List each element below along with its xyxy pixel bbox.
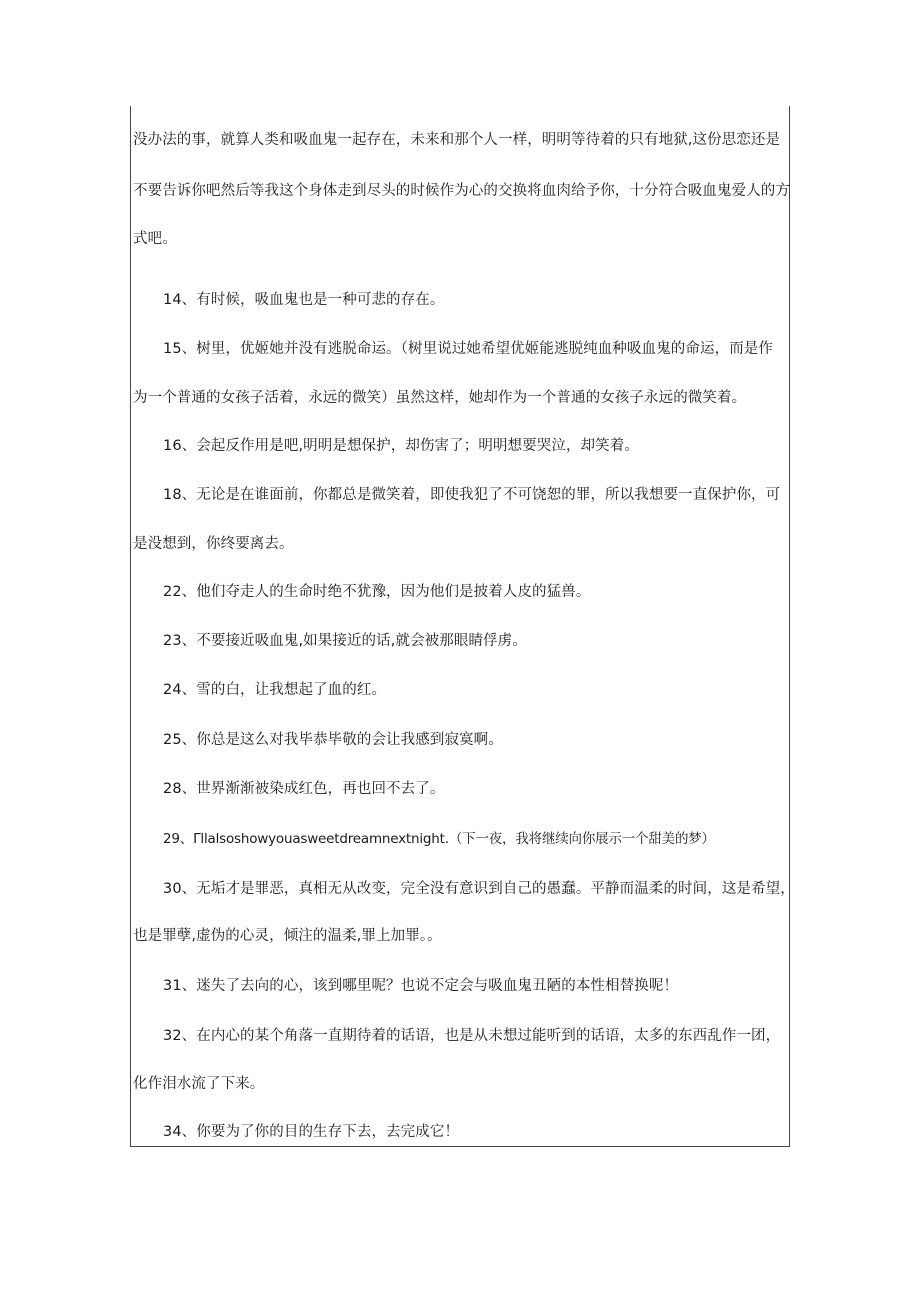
paragraph-line: 29、Γllalsoshowyouasweetdreamnextnight.（下一夜，我将继续向你展示一个甜美的梦） xyxy=(163,831,715,847)
paragraph-line: 18、无论是在谁面前，你都总是微笑着，即使我犯了不可饶恕的罪，所以我想要一直保护你，可 xyxy=(163,487,781,503)
paragraph-line: 15、树里，优姬她并没有逃脱命运。（树里说过她希望优姬能逃脱纯血种吸血鬼的命运，而是作 xyxy=(163,341,773,357)
paragraph-line: 不要告诉你吧然后等我这个身体走到尽头的时候作为心的交换将血肉给予你，十分符合吸血鬼爱人的方 xyxy=(133,183,790,199)
paragraph-line: 14、有时候，吸血鬼也是一种可悲的存在。 xyxy=(163,292,445,308)
paragraph-line: 是没想到，你终要离去。 xyxy=(133,536,294,552)
paragraph-line: 28、世界渐渐被染成红色，再也回不去了。 xyxy=(163,781,445,797)
paragraph-line: 式吧。 xyxy=(133,231,177,247)
paragraph-line: 31、迷失了去向的心，该到哪里呢？也说不定会与吸血鬼丑陋的本性相替换呢！ xyxy=(163,978,679,994)
paragraph-line: 25、你总是这么对我毕恭毕敬的会让我感到寂寞啊。 xyxy=(163,732,503,748)
paragraph-line: 也是罪孽,虚伪的心灵，倾注的温柔,罪上加罪。。 xyxy=(133,928,442,944)
paragraph-line: 16、会起反作用是吧,明明是想保护，却伤害了；明明想要哭泣，却笑着。 xyxy=(163,438,639,454)
paragraph-line: 化作泪水流了下来。 xyxy=(133,1076,265,1092)
paragraph-line: 没办法的事，就算人类和吸血鬼一起存在，未来和那个人一样，明明等待着的只有地狱,这份思恋还是 xyxy=(133,132,781,148)
paragraph-line: 30、无垢才是罪恶，真相无从改变，完全没有意识到自己的愚蠢。平静而温柔的时间，这是希望， xyxy=(163,881,795,897)
paragraph-line: 24、雪的白，让我想起了血的红。 xyxy=(163,682,387,698)
paragraph-line: 为一个普通的女孩子活着，永远的微笑）虽然这样，她却作为一个普通的女孩子永远的微笑着。 xyxy=(133,390,747,406)
paragraph-line: 23、不要接近吸血鬼,如果接近的话,就会被那眼睛俘虏。 xyxy=(163,633,527,649)
paragraph-line: 22、他们夺走人的生命时绝不犹豫，因为他们是披着人皮的猛兽。 xyxy=(163,584,591,600)
paragraph-line: 34、你要为了你的目的生存下去，去完成它！ xyxy=(163,1124,460,1140)
paragraph-line: 32、在内心的某个角落一直期待着的话语，也是从未想过能听到的话语，太多的东西乱作一团， xyxy=(163,1028,781,1044)
